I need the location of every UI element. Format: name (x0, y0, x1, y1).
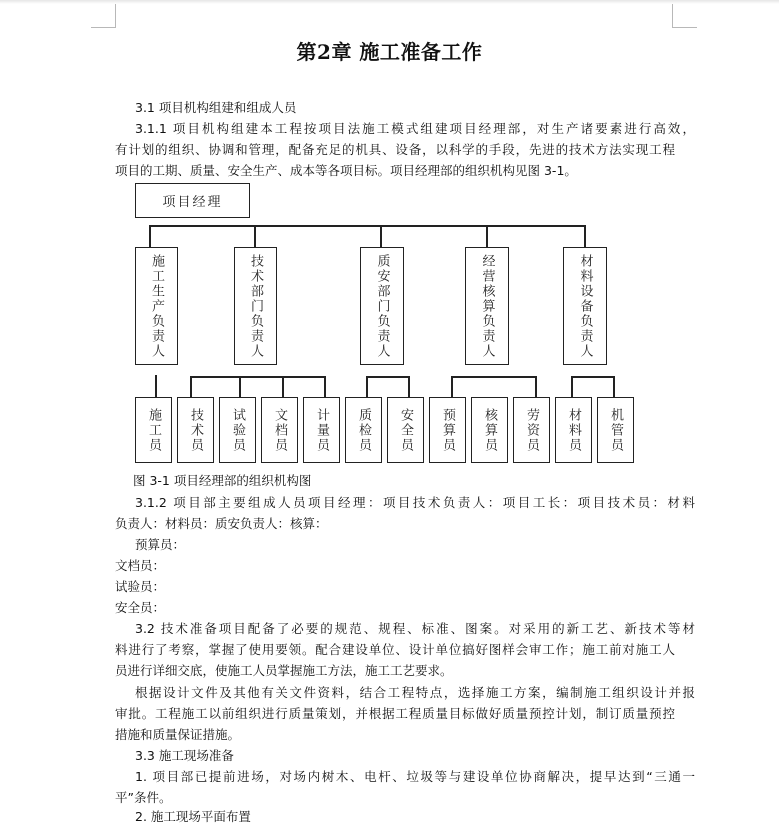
org-box-level3 (345, 397, 382, 463)
connector-h-group (571, 376, 614, 378)
org-box-label: 机管员 (608, 407, 623, 453)
connector-v (155, 375, 157, 398)
org-box-level2 (234, 247, 277, 365)
org-box-label: 文档员 (272, 407, 287, 453)
org-box-label: 预算员 (440, 407, 455, 453)
connector-v (451, 376, 453, 398)
org-box-level3 (429, 397, 466, 463)
connector-h-level1 (149, 225, 585, 227)
paragraph-line: 1. 项目部已提前进场，对场内树木、电杆、垃圾等与建设单位协商解决，提早达到“三通一 (135, 769, 695, 784)
org-box-label: 施工生产负责人 (149, 253, 164, 359)
org-box-label: 劳资员 (524, 407, 539, 453)
org-box-level3 (387, 397, 424, 463)
org-box-label: 项目经理 (162, 195, 223, 210)
connector-v (190, 376, 192, 398)
connector-v (282, 376, 284, 398)
org-box-level2 (563, 247, 607, 365)
paragraph-line: 安全员： (115, 600, 166, 615)
connector-h-group (366, 376, 410, 378)
paragraph-line: 2. 施工现场平面布置 (135, 809, 251, 824)
org-box-level3 (261, 397, 298, 463)
org-box-label: 技术部门负责人 (248, 253, 263, 359)
connector-h-group (451, 376, 536, 378)
org-box-root (135, 183, 250, 218)
page-title: 第2章 施工准备工作 (296, 40, 483, 64)
paragraph-line: 文档员： (115, 558, 166, 573)
section-heading-3-3: 3.3 施工现场准备 (135, 748, 234, 763)
paragraph-line: 试验员： (115, 579, 166, 594)
paragraph-line: 平”条件。 (115, 790, 172, 805)
paragraph-line: 根据设计文件及其他有关文件资料，结合工程特点，选择施工方案，编制施工组织设计并报 (135, 685, 695, 700)
org-box-label: 技术员 (188, 407, 203, 453)
org-box-level3 (219, 397, 256, 463)
connector-v (408, 376, 410, 398)
connector-h-group (190, 376, 325, 378)
page-top-shadow (0, 0, 779, 4)
paragraph-line: 3.1.2 项目部主要组成人员项目经理：项目技术负责人：项目工长：项目技术员：材料 (135, 495, 695, 510)
connector-v (324, 376, 326, 398)
paragraph-line: 审批。工程施工以前组织进行质量策划，并根据工程质量目标做好质量预控计划，制订质量预控 (115, 706, 675, 721)
paragraph-line: 3.2 技术准备项目配备了必要的规范、规程、标准、图案。对采用的新工艺、新技术等材 (135, 621, 695, 636)
corner-mark-left (115, 4, 116, 27)
org-box-label: 质检员 (356, 407, 371, 453)
paragraph-line: 项目的工期、质量、安全生产、成本等各项目标。项目经理部的组织机构见图 3-1。 (115, 163, 577, 178)
org-box-level3 (513, 397, 550, 463)
org-box-level3 (135, 397, 172, 463)
paragraph-line: 负责人：材料员：质安负责人：核算： (115, 516, 328, 531)
org-box-label: 计量员 (314, 407, 329, 453)
org-box-label: 材料员 (566, 407, 581, 453)
org-box-label: 经营核算负责人 (479, 253, 495, 359)
connector-v (380, 225, 382, 248)
figure-caption: 图 3-1 项目经理部的组织机构图 (133, 473, 312, 488)
connector-v (366, 376, 368, 398)
org-box-level3 (555, 397, 592, 463)
org-box-level2 (135, 247, 178, 365)
paragraph-line: 预算员： (135, 537, 186, 552)
org-box-level2 (465, 247, 509, 365)
org-box-level3 (177, 397, 214, 463)
connector-v (571, 376, 573, 398)
corner-mark-left-h (91, 27, 116, 28)
org-box-level2 (360, 247, 404, 365)
paragraph-line: 料进行了考察，掌握了使用要领。配合建设单位、设计单位搞好图样会审工作；施工前对施工人 (115, 642, 675, 657)
org-box-label: 试验员 (230, 407, 245, 453)
connector-v (149, 225, 151, 248)
org-box-label: 质安部门负责人 (374, 253, 390, 359)
connector-v (239, 376, 241, 398)
connector-v (535, 376, 537, 398)
connector-v (486, 225, 488, 248)
paragraph-line: 员进行详细交底，使施工人员掌握施工方法，施工工艺要求。 (115, 663, 453, 678)
org-box-label: 核算员 (482, 407, 497, 453)
paragraph-line: 3.1.1 项目机构组建本工程按项目法施工模式组建项目经理部，对生产诸要素进行高效， (135, 121, 695, 136)
connector-v (613, 376, 615, 398)
org-box-label: 安全员 (398, 407, 413, 453)
org-box-level3 (303, 397, 340, 463)
paragraph-line: 有计划的组织、协调和管理，配备充足的机具、设备，以科学的手段，先进的技术方法实现工程 (115, 142, 675, 157)
org-box-label: 施工员 (146, 407, 161, 453)
corner-mark-right-h (672, 27, 697, 28)
org-box-level3 (597, 397, 634, 463)
corner-mark-right (672, 4, 673, 27)
section-heading-3-1: 3.1 项目机构组建和组成人员 (135, 100, 297, 115)
org-box-label: 材料设备负责人 (577, 253, 593, 359)
connector-v (584, 225, 586, 248)
org-box-level3 (471, 397, 508, 463)
connector-v (254, 225, 256, 248)
paragraph-line: 措施和质量保证措施。 (115, 727, 241, 742)
